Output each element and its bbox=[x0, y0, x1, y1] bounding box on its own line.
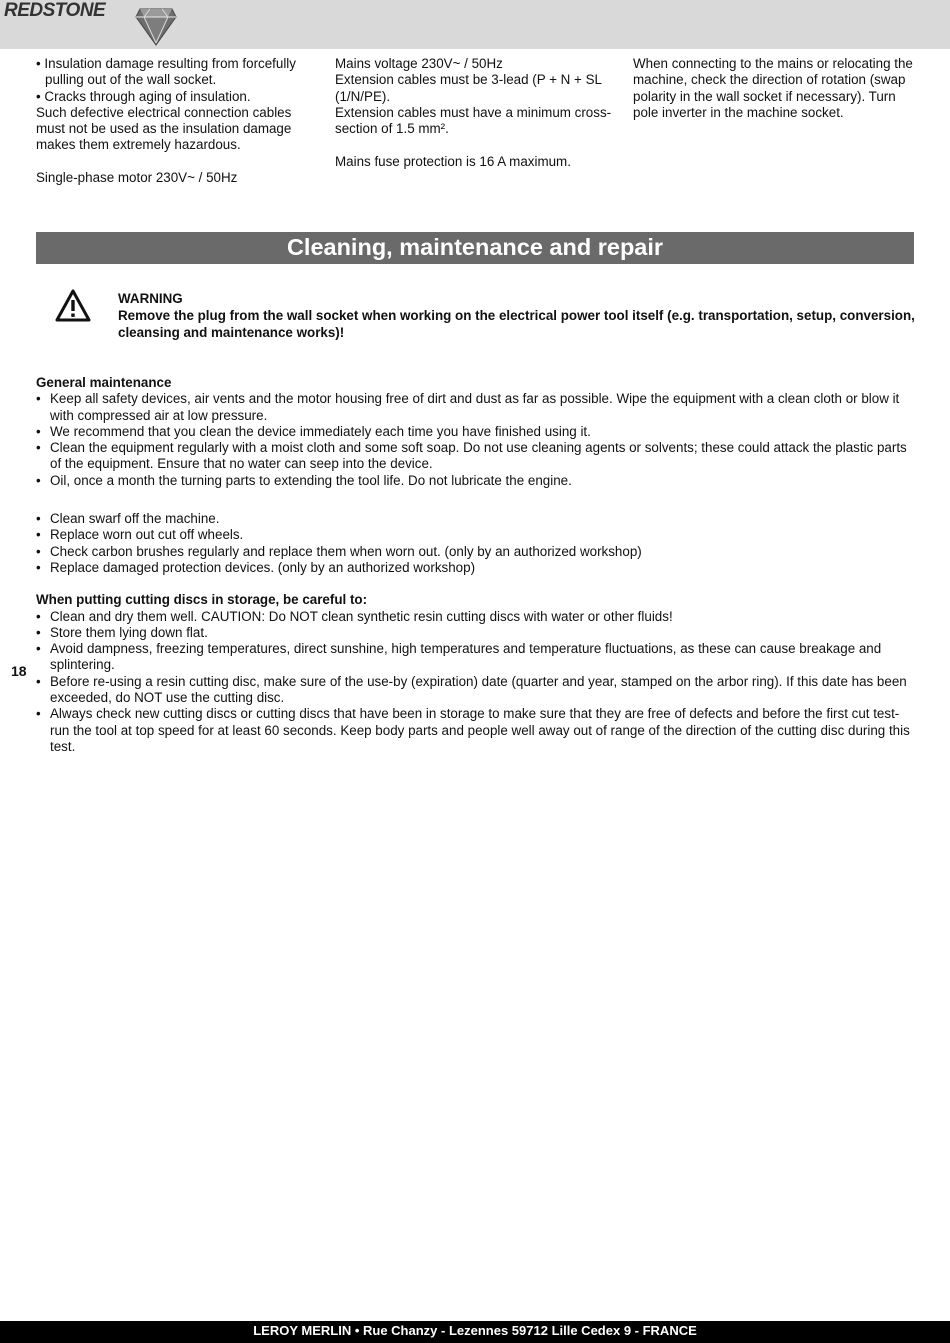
list-item: • Avoid dampness, freezing temperatures, direct sunshine, high temperatures and temperature fluctuations, as these can cause breakage and splintering. bbox=[36, 641, 912, 674]
list-item: • Clean and dry them well. CAUTION: Do NOT clean synthetic resin cutting discs with water or other fluids! bbox=[36, 609, 912, 625]
storage-list bbox=[36, 609, 912, 756]
diamond-icon bbox=[134, 3, 178, 47]
warning-block bbox=[118, 290, 918, 341]
column-2-line: Extension cables must be 3-lead (P + N + SL (1/N/PE). bbox=[335, 72, 602, 104]
machine-care-list bbox=[36, 511, 912, 576]
storage-heading: When putting cutting discs in storage, be careful to: bbox=[36, 592, 368, 608]
main-content bbox=[36, 375, 912, 755]
list-item: • Always check new cutting discs or cutting discs that have been in storage to make sure that they are free of defects and before the first cut test-run the tool at top speed for at least 60 seconds. Keep body parts and people well away out of range of the direction of the cutting disc during this test. bbox=[36, 706, 912, 755]
column-2 bbox=[335, 56, 620, 170]
list-item: • Store them lying down flat. bbox=[36, 625, 912, 641]
footer-bar: LEROY MERLIN • Rue Chanzy - Lezennes 59712 Lille Cedex 9 - FRANCE bbox=[0, 1321, 950, 1343]
column-1-line: • Insulation damage resulting from forcefully pulling out of the wall socket. bbox=[36, 56, 296, 88]
list-item: • Oil, once a month the turning parts to extending the tool life. Do not lubricate the engine. bbox=[36, 473, 912, 489]
list-item: • Replace damaged protection devices. (only by an authorized workshop) bbox=[36, 560, 912, 576]
general-maintenance-heading: General maintenance bbox=[36, 375, 172, 390]
list-item: • Keep all safety devices, air vents and the motor housing free of dirt and dust as far as possible. Wipe the equipment with a clean cloth or blow it with compressed air at low pressure. bbox=[36, 391, 912, 424]
list-item: • Replace worn out cut off wheels. bbox=[36, 527, 912, 543]
general-maintenance-list bbox=[36, 391, 912, 489]
column-3 bbox=[633, 56, 918, 121]
brand-logo-text: REDSTONE bbox=[4, 0, 106, 21]
column-2-line: Mains voltage 230V~ / 50Hz bbox=[335, 56, 503, 71]
header-bar bbox=[0, 0, 950, 49]
column-1-line: Single-phase motor 230V~ / 50Hz bbox=[36, 170, 238, 186]
warning-triangle-icon bbox=[55, 289, 91, 322]
column-1-line: Such defective electrical connection cables must not be used as the insulation damage makes them extremely hazardous. bbox=[36, 104, 292, 153]
column-2-line: Extension cables must have a minimum cross-section of 1.5 mm². bbox=[335, 104, 612, 137]
warning-title: WARNING bbox=[118, 291, 183, 306]
column-1 bbox=[36, 56, 321, 186]
list-item: • Clean the equipment regularly with a moist cloth and some soft soap. Do not use cleaning agents or solvents; these could attack the plastic parts of the equipment. Ensure that no water can seep into the device. bbox=[36, 440, 912, 473]
section-title: Cleaning, maintenance and repair bbox=[36, 232, 914, 264]
list-item: • Clean swarf off the machine. bbox=[36, 511, 912, 527]
list-item: • Check carbon brushes regularly and replace them when worn out. (only by an authorized workshop) bbox=[36, 544, 912, 560]
warning-text: Remove the plug from the wall socket when working on the electrical power tool itself (e.g. transportation, setup, conversion, cleansing and maintenance works)! bbox=[118, 308, 915, 340]
column-2-line: Mains fuse protection is 16 A maximum. bbox=[335, 153, 571, 169]
list-item: • We recommend that you clean the device immediately each time you have finished using it. bbox=[36, 424, 912, 440]
column-1-line: • Cracks through aging of insulation. bbox=[36, 88, 251, 104]
page-number: 18 bbox=[11, 663, 27, 679]
column-3-line: When connecting to the mains or relocating the machine, check the direction of rotation (swap polarity in the wall socket if necessary). Turn pole inverter in the machine socket. bbox=[633, 56, 913, 120]
list-item: • Before re-using a resin cutting disc, make sure of the use-by (expiration) date (quarter and year, stamped on the arbor ring). If this date has been exceeded, do NOT use the cutting disc. bbox=[36, 674, 912, 707]
